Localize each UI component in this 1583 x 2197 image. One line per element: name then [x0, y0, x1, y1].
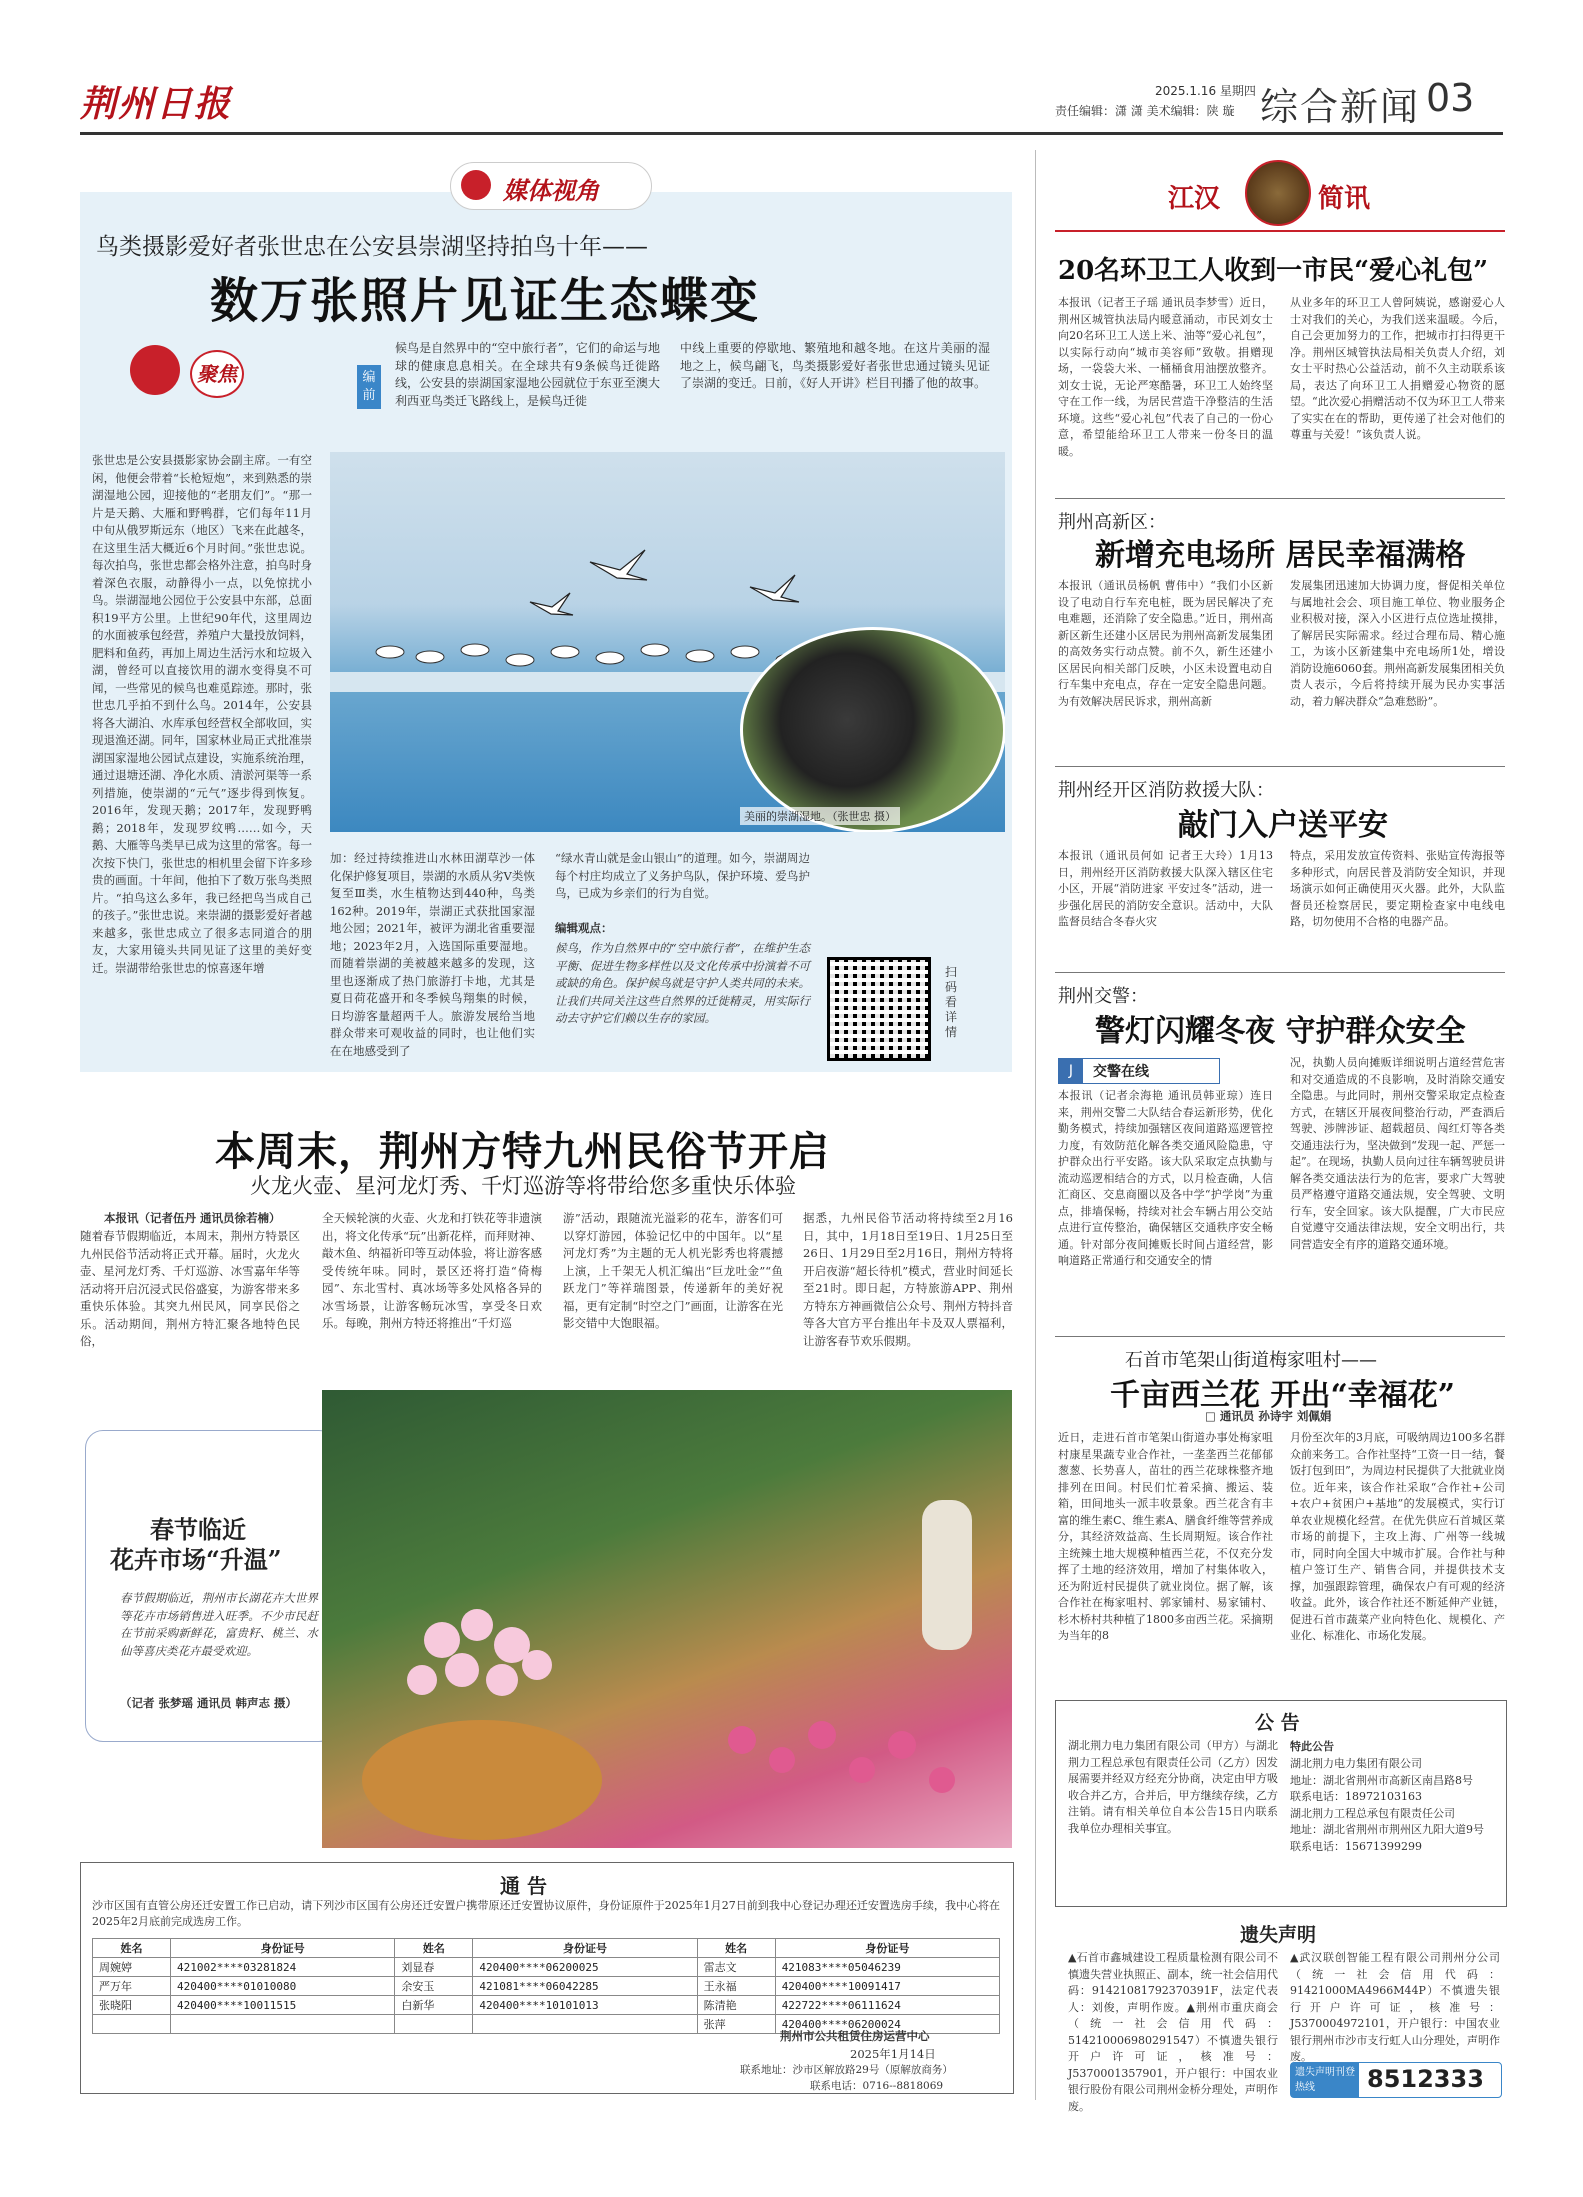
qr-code[interactable] — [830, 960, 928, 1058]
flower-credit: （记者 张梦瑶 通讯员 韩声志 摄） — [120, 1696, 298, 1710]
col-name: 姓名 — [93, 1939, 171, 1958]
traffic-headline: 警灯闪耀冬夜 守护群众安全 — [1095, 1014, 1466, 1049]
lost-title: 遗失声明 — [1240, 1924, 1317, 1946]
issue-date: 2025.1.16 星期四 — [1155, 84, 1256, 98]
jianghan-col-2: 从业多年的环卫工人曾阿姨说，感谢爱心人士对我们的关心，为我们送来温暖。今后，自己会更加努力的工作，把城市打扫得更干净。荆州区城管执法局相关负责人介绍，刘女士平时热心公益活动，前不久主动联系该局，表达了向环卫工人捐赠爱心物资的愿望。“此次爱心捐赠活动不仅为环卫工人带来了实实在在的帮助，更传递了社会对他们的尊重与关爱！”该负责人说。 — [1290, 296, 1505, 441]
jianghan-col-1: 本报讯（记者王子瑶 通讯员李梦雪）近日，荆州区城管执法局内暖意涌动，市民刘女士向20名环卫工人送上米、油等“爱心礼包”，以实际行动向“城市美容师”致敬。捐赠现场，一袋袋大米、一桶桶食用油摆放整齐。刘女士说，无论严寒酷暑，环卫工人始终坚守在工作一线，为居民营造干净整洁的生活环境。这些“爱心礼包”代表了自己的一份心意，希望能给环卫工人带来一份冬日的温暖。 — [1058, 296, 1273, 458]
media-col-2: 加：经过持续推进山水林田湖草沙一体化保护修复项目，崇湖的水质从劣V类恢复至Ⅲ类，水生植物达到440种，鸟类162种。2019年，崇湖正式获批国家湿地公园；2021年，被评为湖北省重要湿地；2023年2月，入选国际重要湿地。而随着崇湖的美被越来越多的发现，这里也逐渐成了热门旅游打卡地，尤其是夏日荷花盛开和冬季候鸟翔集的时候，日均游客量超两千人。旅游发展给当地群众带来可观收益的同时，也让他们实在在地感受到了 — [330, 851, 535, 1058]
media-intro-right: 中线上重要的停歇地、繁殖地和越冬地。在这片美丽的湿地之上，候鸟翩飞，鸟类摄影爱好者张世忠通过镜头见证了崇湖的变迁。日前，《好人开讲》栏目刊播了他的故事。 — [680, 341, 990, 390]
col-id: 身份证号 — [171, 1939, 395, 1958]
fire-col-2: 特点，采用发放宣传资料、张贴宣传海报等多种形式，向居民普及消防安全知识，并现场演示如何正确使用灭火器。此外，大队监督员还检察居民，要定期检查家中电线电路，切勿使用不合格的电器产品。 — [1290, 849, 1505, 928]
qr-label: 扫码看详情 — [945, 965, 958, 1039]
column-divider — [1035, 150, 1036, 2100]
charging-col-1: 本报讯（通讯员杨帆 曹伟中）“我们小区新设了电动自行车充电桩，既为居民解决了充电难题，还消除了安全隐患。”近日，荆州高新区新生还建小区居民为荆州高新发展集团的高效务实行动点赞。前不久，新生还建小区居民向相关部门反映，小区未设置电动自行车集中充电点，存在一定安全隐患问题。为有效解决居民诉求，荆州高新 — [1058, 579, 1273, 708]
charging-col-2: 发展集团迅速加大协调力度，督促相关单位与属地社会会、项目施工单位、物业服务企业积极对接，深入小区进行点位选址摸排，了解居民实际需求。经过合理布局、精心施工，为该小区新建集中充电场所1处，增设消防设施6060套。荆州高新发展集团相关负责人表示，今后将持续开展为民办实事活动，着力解决群众“急难愁盼”。 — [1290, 579, 1505, 708]
folk-col-2: 全天候轮演的火壶、火龙和打铁花等非遗演出，将文化传承“玩”出新花样，而拜财神、敲木鱼、纳福祈印等互动体验，将让游客感受传统年味。同时，景区还将打造“倚梅园”、东北雪村、真冰场等多处风格各异的冰雪场景，让游客畅玩冰雪，享受冬日欢乐。每晚，荆州方特还将推出“千灯巡 — [322, 1211, 542, 1330]
fire-col-1: 本报讯（通讯员何如 记者王大玲）1月13日，荆州经开区消防救援大队深入辖区住宅小区，开展“消防进家 平安过冬”活动，进一步强化居民的消防安全意识。活动中，大队监督员结合冬春火灾 — [1058, 849, 1273, 928]
housing-date: 2025年1月14日 — [850, 2047, 936, 2061]
media-logo-right: 聚焦 — [190, 350, 244, 398]
newspaper-logo: 荆州日报 — [80, 83, 233, 125]
media-headline: 数万张照片见证生态蝶变 — [210, 273, 761, 329]
housing-notice-title: 通 告 — [500, 1874, 547, 1898]
lost-left: ▲石首市鑫城建设工程质量检测有限公司不慎遗失营业执照正、副本，统一社会信用代码：91421081792370391F，法定代表人：刘俊，声明作废。▲荆州市重庆商会（统一社会信用代码：51421000698029154​7）不慎遗失银行开户许可证，核准号：J5370001357901，开户银行：中国农业银行股份有限公司荆州金桥分理处，声明作废。 — [1068, 1951, 1278, 2113]
page-number: 03 — [1426, 76, 1475, 120]
flower-title-2: 花卉市场“升温” — [110, 1545, 282, 1574]
folk-subhead: 火龙火壶、星河龙灯秀、千灯巡游等将带给您多重快乐体验 — [250, 1174, 796, 1198]
folk-col-1: 随着春节假期临近，本周末，荆州方特景区九州民俗节活动将正式开幕。届时，火龙火壶、星河龙灯秀、千灯巡游、冰雪嘉年华等活动将开启沉浸式民俗盛宴，为游客带来多重快乐体验。其突九州民风，同享民俗之乐。活动期间，荆州方特汇聚各地特色民俗， — [80, 1229, 300, 1348]
media-banner — [450, 162, 652, 210]
jianghan-headline: 20名环卫工人收到一市民“爱心礼包” — [1058, 256, 1489, 286]
housing-address: 联系地址：沙市区解放路29号（原解放商务） — [740, 2064, 953, 2076]
col-name: 姓名 — [395, 1939, 473, 1958]
media-logo-left — [130, 345, 180, 395]
folk-col-4: 据悉，九州民俗节活动将持续至2月16日，其中，1月18日至19日、1月25日至26日、1月29日至2月16日，荆州方特将开启夜游“超长待机”模式，营业时间延长至21时。即日起，方特旅游APP、荆州方特东方神画微信公众号、荆州方特抖音等各大官方平台推出年卡及双人票福利，让游客春节欢乐假期。 — [803, 1211, 1013, 1348]
photo-caption: 美丽的崇湖湿地。（张世忠 摄） — [740, 807, 900, 825]
flower-text: 春节假期临近，荆州市长湖花卉大世界等花卉市场销售进入旺季。不少市民赶在节前采购新鲜花，富贵籽、桃兰、水仙等喜庆类花卉最受欢迎。 — [120, 1591, 318, 1658]
fire-kicker: 荆州经开区消防救援大队： — [1058, 780, 1274, 801]
orchid-col-1: 近日，走进石首市笔架山街道办事处梅家咀村康星果蔬专业合作社，一垄垄西兰花郁郁葱葱、长势喜人，苗壮的西兰花球株整齐地排列在田间。村民们忙着采摘、搬运、装箱，田间地头一派丰收景象。西兰花含有丰富的维生素C、维生素A、膳食纤维等营养成分，其经济效益高、生长周期短。该合作社主统辣土地大规模种植西兰花，不仅充分发挥了土地的经济效用，增加了村集体收入，还为附近村民提供了就业岗位。据了解，该合作社在梅家咀村、郭家铺村、易家铺村、杉木桥村共种植了1800多亩西兰花。采摘期为当年的8 — [1058, 1431, 1273, 1642]
media-col-3: “绿水青山就是金山银山”的道理。如今，崇湖周边每个村庄均成立了义务护鸟队，保护环境、爱鸟护鸟，已成为乡亲们的行为自觉。 — [555, 851, 810, 900]
traffic-col-2: 况，执勤人员向摊贩详细说明占道经营危害和对交通造成的不良影响，及时消除交通安全隐患。与此同时，荆州交警采取定点检查方式，在辖区开展夜间整治行动，严查酒后驾驶、涉牌涉证、超载超员、闯红灯等各类交通违法行为，坚决做到“发现一起、严惩一起”。在现场，执勤人员向过往车辆驾驶员讲解各类交通法法行为的危害，要求广大驾驶员严格遵守道路交通法规，安全驾驶、文明行车，安全回家。该大队提醒，广大市民应自觉遵守交通法律法规，安全文明出行，共同营造安全有序的道路交通环境。 — [1290, 1056, 1505, 1251]
col-name: 姓名 — [697, 1939, 775, 1958]
masthead-rule — [80, 132, 1503, 135]
table-row: 周婉婷 421002****03281824 刘显春 420400****06200025 雷志文 421083****05046239 — [93, 1958, 1000, 1977]
charging-headline: 新增充电场所 居民幸福满格 — [1095, 538, 1466, 573]
housing-phone: 联系电话：0716--8818069 — [810, 2080, 944, 2092]
table-row: 严万年 420400****01010080 余安玉 421081****06042285 王永福 420400****10091417 — [93, 1977, 1000, 1996]
housing-table — [92, 1938, 1000, 2034]
orchid-col-2: 月份至次年的3月底，可吸纳周边100多名群众前来务工。合作社坚持“工资一日一结，餐饭打包到田”，为周边村民提供了大批就业岗位。近年来，该合作社采取“合作社+公司+农户+贫困户+基地”的发展模式，实行订单农业规模化经营。在优先供应石首城区菜市场的前提下，主攻上海、广州等一线城市，同时向全国大中城市扩展。合作社与种植户签订生产、销售合同，并提供技术支撑，加强跟踪管理，确保农户有可观的经济收益。此外，该合作社还不断延伸产业链，促进石首市蔬菜产业向特色化、规模化、产业化、标准化、市场化发展。 — [1290, 1431, 1505, 1642]
jianghan-emblem — [1245, 160, 1311, 226]
wetland-photo — [330, 452, 1005, 832]
fire-headline: 敲门入户送平安 — [1178, 808, 1388, 843]
flower-photo — [322, 1390, 1012, 1848]
announce-left: 湖北荆力电力集团有限公司（甲方）与湖北荆力工程总承包有限责任公司（乙方）因发展需要并经双方经充分协商，决定由甲方吸收合并乙方，合并后，甲方继续存续，乙方注销。请有相关单位自本公告15日内联系我单位办理相关事宜。 — [1068, 1739, 1278, 1835]
orchid-headline: 千亩西兰花 开出“幸福花” — [1110, 1378, 1455, 1413]
flower-illustration — [322, 1390, 1012, 1848]
editor-tag: 编前 — [357, 365, 381, 409]
lost-hotline-number: 8512333 — [1367, 2065, 1484, 2093]
masthead — [80, 70, 1503, 130]
folk-col-3: 游”活动，跟随流光溢彩的花车，游客们可以穿灯游园，体验记忆中的中国年。以“星河龙灯秀”为主题的无人机光影秀也将震撼上演，上千架无人机汇编出“巨龙吐金”“鱼跃龙门”等祥瑞图景，传递新年的美好祝福，更有定制“时空之门”画面，让游客在光影交错中大饱眼福。 — [563, 1211, 783, 1330]
traffic-col-1: 本报讯（记者余海艳 通讯员韩亚琼）连日来，荆州交警二大队结合春运新形势，优化勤务模式，持续加强辖区夜间道路巡逻管控力度，有效防范化解各类交通风险隐患，守护群众出行平安路。该大队采取定点执勤与流动巡逻相结合的方式，以月检查确，人信汇商区、交息商圈以及各中学“护学岗”为重点，排墙保畅，持续对社会车辆占用公交站点进行宣传整治，确保辖区交通秩序安全畅通。针对部分夜间摊贩长时间占道经营，影响道路正常通行和交通安全的情 — [1058, 1089, 1273, 1267]
editors-line: 责任编辑：潇 潇 美术编辑：陕 璇 — [1055, 104, 1235, 118]
coot-inset — [740, 627, 1005, 832]
lost-right: ▲武汉联创智能工程有限公司荆州分公司（统一社会信用代码：91421000MA4966M44P）不慎遗失银行开户许可证，核准号：J5370004972101，开户银行：中国农业银行荆州市沙市支行虹人山分理处，声明作废。 — [1290, 1951, 1500, 2063]
table-row: 张晓阳 420400****10011515 白新华 420400****10101013 陈清艳 422722****06111624 — [93, 1996, 1000, 2015]
folk-headline: 本周末，荆州方特九州民俗节开启 — [215, 1128, 830, 1175]
lost-hotline-box — [1290, 2062, 1502, 2098]
folk-byline: 本报讯（记者伍丹 通讯员徐若楠） — [104, 1211, 281, 1225]
orchid-byline: □ 通讯员 孙诗宇 刘佩娟 — [1205, 1409, 1332, 1423]
media-col-1: 张世忠是公安县摄影家协会副主席。一有空闲，他便会带着“长枪短炮”，来到熟悉的崇湖湿地公园，迎接他的“老朋友们”。“那一片是天鹅、大雁和野鸭群，它们每年11月中旬从俄罗斯远东（地区）飞来在此越冬，在这里生活大概近6个月时间。”张世忠说。每次拍鸟，张世忠都会格外注意，拍鸟时身着深色衣服，动静得小一点，以免惊扰小鸟。崇湖湿地公园位于公安县中东部，总面积19平方公里。上世纪90年代，这里周边的水面被承包经营，养殖户大量投放饲料，肥料和鱼药，再加上周边生活污水和垃圾入湖，曾经可以直接饮用的湖水变得臭不可闻，一些常见的候鸟也难觅踪迹。那时，张世忠几乎拍不到什么鸟。2014年，公安县将各大湖泊、水库承包经营权全部收回，实现退渔还湖。同年，国家林业局正式批准崇湖国家湿地公园试点建设，实施系统治理，通过退塘还湖、净化水质、清淤河渠等一系列措施，使崇湖的“元气”逐步得到恢复。2016年，发现天鹅；2017年，发现野鸭鹅；2018年，发现罗纹鸭……如今，天鹅、大雁等鸟类早已成为这里的常客。每一次按下快门，张世忠的相机里会留下许多珍贵的画面。十年间，他拍下了数万张鸟类照片。“拍鸟这么多年，我已经把鸟当成自己的孩子。”张世忠说。来崇湖的摄影爱好者越来越多，张世忠成立了很多志同道合的朋友，大家用镜头共同见证了这里的美好变迁。崇湖带给张世忠的惊喜逐年增 — [92, 453, 312, 975]
announce-right-title: 特此公告 — [1290, 1740, 1334, 1753]
housing-notice-text: 沙市区国有直管公房还迁安置工作已启动，请下列沙市区国有公房还迁安置户携带原还迁安置协议原件，身份证原件于2025年1月27日前到我中心登记办理还迁安置选房手续，我中心将在2025年2月底前完成选房工作。 — [92, 1899, 1000, 1928]
jianghan-rule — [1055, 230, 1505, 232]
table-row: 张萍 420400****06200024 — [93, 2015, 1000, 2034]
flower-title-1: 春节临近 — [150, 1515, 246, 1544]
media-intro-left: 候鸟是自然界中的“空中旅行者”，它们的命运与地球的健康息息相关。在全球共有9条候鸟迁徙路线，公安县的崇湖国家湿地公园就位于东亚至澳大利西亚鸟类迁飞路线上，是候鸟迁徙 — [395, 341, 660, 408]
editor-note-title: 编辑观点： — [555, 921, 613, 935]
housing-signer: 荆州市公共租赁住房运营中心 — [780, 2029, 930, 2043]
col-id: 身份证号 — [473, 1939, 697, 1958]
camera-icon — [461, 170, 491, 200]
editor-note: 候鸟，作为自然界中的“空中旅行者”，在维护生态平衡、促进生物多样性以及文化传承中扮演着不可或缺的角色。保护候鸟就是守护人类共同的未来。让我们共同关注这些自然界的迁徙精灵，用实际行动去守护它们赖以生存的家园。 — [555, 941, 810, 1025]
traffic-column-tag: J 交警在线 — [1058, 1058, 1220, 1084]
jianghan-banner-left: 江汉 — [1168, 184, 1221, 214]
charging-kicker: 荆州高新区： — [1058, 512, 1166, 533]
announce-right: 湖北荆力电力集团有限公司 地址：湖北省荆州市高新区南昌路8号 联系电话：18972103163 湖北荆力工程总承包有限责任公司 地址：湖北省荆州市荆州区九阳大道9号 联系电话：15671399299 — [1290, 1757, 1484, 1853]
lost-hotline-label: 遗失声明刊登热线 — [1291, 2063, 1359, 2097]
orchid-kicker: 石首市笔架山街道梅家咀村—— — [1125, 1350, 1377, 1371]
section-title: 综合新闻 — [1260, 85, 1421, 129]
jianghan-banner-right: 简讯 — [1318, 184, 1371, 214]
banner-text: 媒体视角 — [503, 176, 599, 205]
announce-title: 公 告 — [1255, 1712, 1300, 1734]
police-icon: J — [1059, 1059, 1083, 1083]
traffic-kicker: 荆州交警： — [1058, 986, 1148, 1007]
col-id: 身份证号 — [775, 1939, 999, 1958]
media-kicker: 鸟类摄影爱好者张世忠在公安县崇湖坚持拍鸟十年—— — [96, 234, 648, 260]
